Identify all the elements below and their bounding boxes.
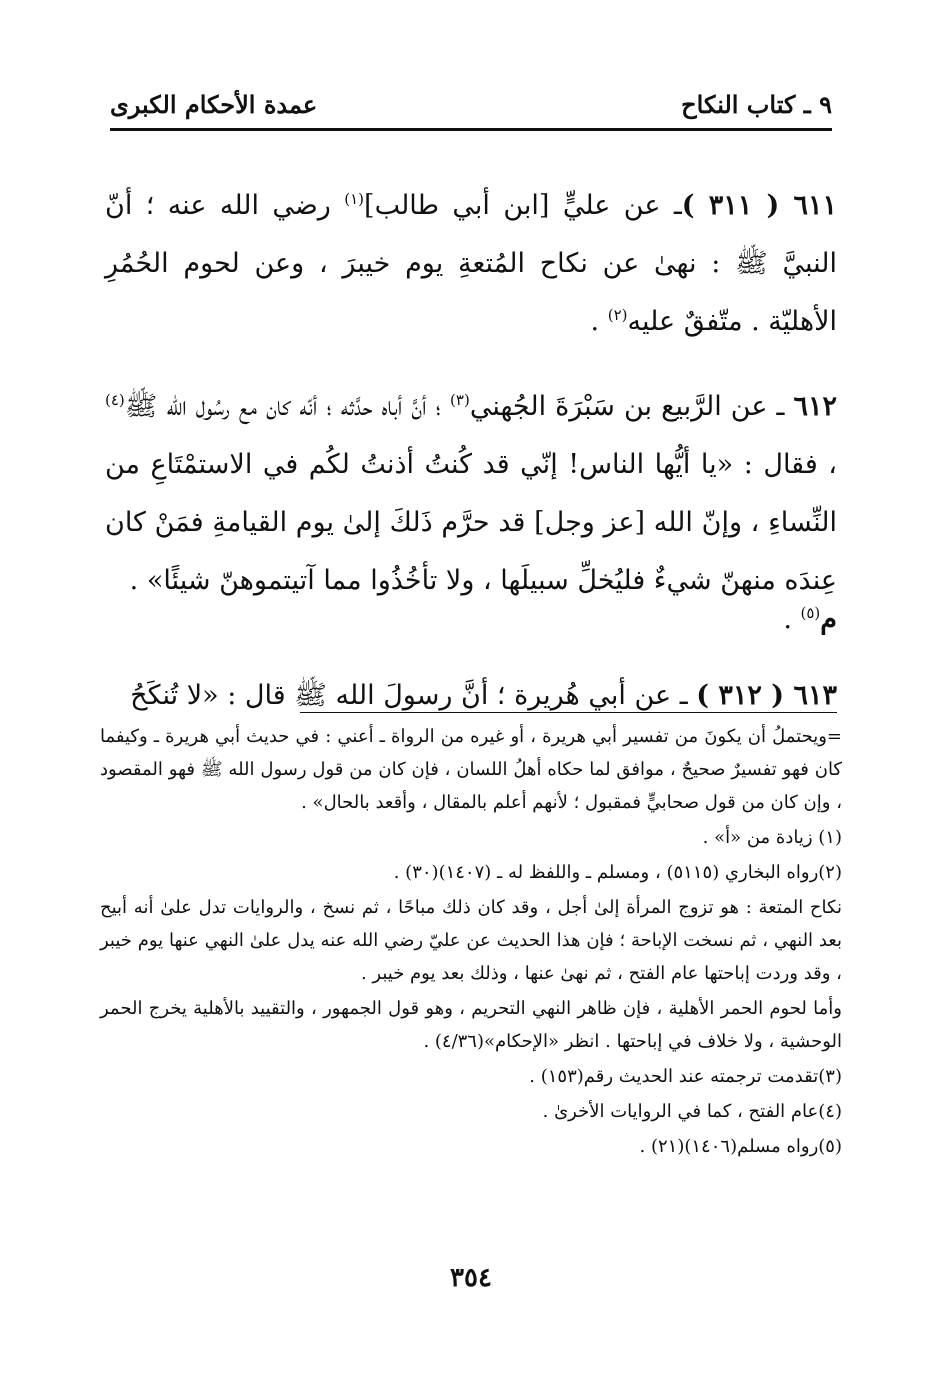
- hadith-text: ـ عن عليٍّ [ابن أبي طالب]: [364, 190, 682, 221]
- hadith-number: ٦١٢: [793, 391, 837, 422]
- footnote-ref: (٢): [607, 306, 628, 324]
- footnote-2: (٢)رواه البخاري (٥١١٥) ، ومسلم ـ واللفظ له ـ (١٤٠٧)(٣٠) .: [393, 862, 842, 883]
- footnote-separator: [300, 712, 837, 713]
- footnote-5: (٥)رواه مسلم(١٤٠٦)(٢١) .: [639, 1136, 842, 1157]
- running-header: [110, 90, 832, 126]
- footnote-1: (١) زيادة من «أ» .: [702, 827, 842, 848]
- hadith-number: ٦١١ ( ٣١١ ): [681, 190, 838, 221]
- footnote-note-mutah: نكاح المتعة : هو تزوج المرأة إلىٰ أجل ، وقد كان ذلك مباحًا ، ثم نسخ ، والروايات تدل علىٰ أنه أبيح بعد النهي ، ثم نسخت الإباحة ؛ فإن هذا الحديث عن عليّ رضي الله عنه يدل علىٰ النهي عنها يوم خيبر ، وقد وردت إباحتها عام الفتح ، ثم نهىٰ عنها ، وذلك بعد يوم خيبر .: [100, 897, 842, 984]
- footnote-continuation: =ويحتملُ أن يكونَ من تفسير أبي هريرة ، أو غيره من الرواة ـ أعني : في حديث أبي هريرة ـ وكيفما كان فهو تفسيرٌ صحيحٌ ، موافق لما حكاه أهلُ اللسان ، فإن كان من قول رسول الله ﷺ فهو المقصود ، وإن كان من قول صحابيٍّ فمقبول ؛ لأنهم أعلم بالمقال ، وأقعد بالحال» .: [100, 726, 842, 813]
- hadith-number: ٦١٣ ( ٣١٢ ): [696, 680, 837, 711]
- footnotes: [100, 720, 842, 1165]
- hadith-text: ؛ أنَّ أباه حدَّثه ؛ أنّه كان مع رسُول الله ﷺ: [124, 391, 451, 422]
- footnote-3: (٣)تقدمت ترجمته عند الحديث رقم(١٥٣) .: [529, 1066, 842, 1087]
- footnote-ref: (١): [344, 190, 365, 208]
- header-rule: [110, 128, 832, 131]
- hadith-611: [105, 177, 837, 351]
- hadith-text: ـ عن أبي هُريرة ؛ أنَّ رسولَ الله ﷺ قال : «لا تُنكَحُ: [130, 680, 697, 711]
- hadith-text: ـ عن الرَّبيع بن سَبْرَةَ الجُهني: [469, 391, 794, 422]
- book-title: عمدة الأحكام الكبرى: [110, 90, 318, 119]
- footnote-note-donkeys: وأما لحوم الحمر الأهلية ، فإن ظاهر النهي التحريم ، وهو قول الجمهور ، والتقييد بالأهلية يخرج الحمر الوحشية ، ولا خلاف في إباحتها . انظر «الإحكام»(٤/٣٦) .: [100, 998, 842, 1052]
- main-text: [105, 150, 837, 743]
- footnote-4: (٤)عام الفتح ، كما في الروايات الأخرىٰ .: [542, 1101, 842, 1122]
- chapter-title: ٩ ـ كتاب النكاح: [681, 90, 832, 119]
- hadith-612: [105, 378, 837, 610]
- hadith-613: [105, 667, 837, 725]
- footnote-ref: (٣): [450, 391, 470, 409]
- footnote-ref: (٥): [800, 604, 821, 622]
- page-number: ٣٥٤: [450, 1263, 492, 1293]
- hadith-text: .: [590, 306, 608, 337]
- hadith-text: ، فقال : «يا أيُّها الناس! إنّي قد كُنتُ أذنتُ لكُم في الاستمْتَاعِ من النِّساءِ ، وإنّ الله [عز وجل] قد حرَّم ذَلكَ إلىٰ يوم القيامةِ فمَنْ كان عِندَه منهنّ شيءٌ فليُخلِّ سبيلَها ، ولا تأخُذُوا مما آتيتموهنّ شيئًا» .: [105, 449, 837, 596]
- hadith-text: رضي الله عنه ؛ أنّ النبيَّ ﷺ : نهىٰ عن نكاح المُتعةِ يوم خيبرَ ، وعن لحوم الحُمُرِ الأهليّة . متّفقٌ عليه: [105, 190, 837, 337]
- source-end: .: [783, 604, 801, 635]
- source-code: م: [820, 604, 837, 635]
- footnote-ref: (٤): [105, 391, 125, 409]
